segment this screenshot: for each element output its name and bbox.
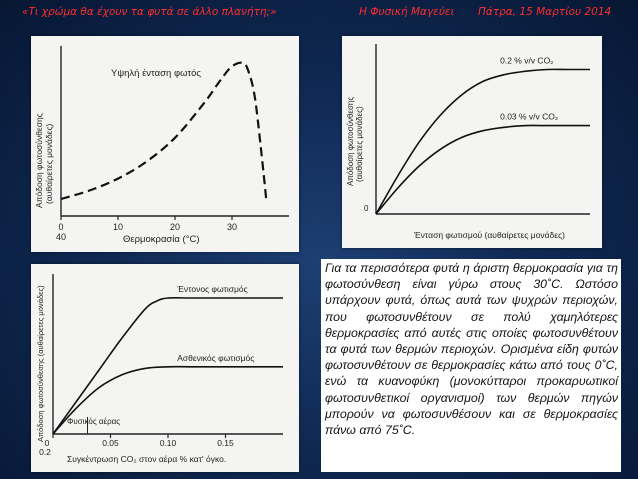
series-label-weak-light: Ασθενικός φωτισμός (177, 352, 255, 363)
x-axis-label: Ένταση φωτισμού (αυθαίρετες μονάδες) (414, 230, 565, 240)
x-tick-label: 0 (58, 222, 64, 232)
y-axis-label: Απόδοση φωτοσύνθεσης (αυθαίρετες μονάδες) (36, 285, 45, 442)
y-axis-label-line1: Απόδοση φωτοσύνθεσης (346, 96, 355, 186)
x-tick-label: 0.10 (159, 438, 177, 448)
series-line-high-light (61, 63, 266, 199)
explanatory-note (321, 259, 621, 472)
series-label-high-light: Υψηλή ένταση φωτός (111, 68, 202, 79)
origin-label: 0 (364, 204, 369, 213)
chart-light-panel (342, 36, 602, 248)
x-axis-label: Θερμοκρασία (°C) (123, 234, 200, 245)
header-place-date: Πάτρα, 15 Μαρτίου 2014 (478, 6, 612, 18)
y-axis-label-line2: (αυθαίρετες μονάδες) (355, 106, 364, 182)
x-extra-label: 0.2 (39, 447, 51, 457)
x-axis-label: Συγκέντρωση CO₂ στον αέρα % κατ' όγκο. (67, 454, 227, 464)
x-tick-label: 0 (44, 438, 50, 448)
x-tick-label: 30 (226, 222, 238, 232)
x-tick-label: 0.15 (217, 438, 234, 448)
header-talk-title: «Τι χρώμα θα έχουν τα φυτά σε άλλο πλανήτη;» (22, 6, 277, 18)
chart-temperature (31, 36, 299, 252)
y-axis-label-line2: (αυθαίρετες μονάδες) (44, 123, 54, 204)
x-tick-label: 10 (112, 222, 124, 232)
note-paragraph: Για τα περισσότερα φυτά η άριστη θερμοκρασία για τη φωτοσύνθεση είναι γύρω στους 30˚C. Ωστόσο υπάρχουν φυτά, όπως αυτά των ψυχρών περιοχών, που φωτοσυνθέτουν σε πολύ χαμηλότερες θερμοκρασίες από αυτές στις οποίες φωτοσυνθέτουν τα φυτά των θερμών περιοχών. Ορισμένα είδη φυτών φωτοσυνθέτουν σε θερμοκρασίες κάτω από τους 0˚C, ενώ τα κυανοφύκη (μονοκύτταροι προκαρυωτικοί φωτοσυνθετικοί οργανισμοί) των θερμών πηγών μπορούν να φωτοσυνθέσουν και σε θερμοκρασίες πάνω από 75˚C. (325, 261, 618, 438)
y-axis-label-line1: Απόδοση φωτοσύνθεσης (34, 113, 44, 208)
chart-temperature-panel (31, 36, 299, 252)
x-tick-label: 20 (169, 222, 181, 232)
series-line-strong-light (53, 298, 283, 434)
series-label-co2-high: 0.2 % v/v CO₂ (500, 55, 554, 66)
chart-co2-panel (31, 264, 299, 472)
series-line-co2-low (376, 125, 590, 214)
header-event-name: Η Φυσική Μαγεύει (359, 6, 455, 18)
series-line-co2-high (376, 69, 590, 214)
series-label-strong-light: Έντονος φωτισμός (177, 284, 248, 294)
x-tick-label: 0.05 (102, 438, 119, 448)
chart-light-intensity (342, 36, 602, 248)
chart-co2-concentration (31, 264, 299, 472)
series-label-co2-low: 0.03 % v/v CO₂ (500, 111, 559, 122)
x-extra-label: 40 (55, 232, 67, 242)
annotation-natural-air: Φυσικός αέρας (67, 417, 121, 426)
slide-header (0, 6, 638, 22)
